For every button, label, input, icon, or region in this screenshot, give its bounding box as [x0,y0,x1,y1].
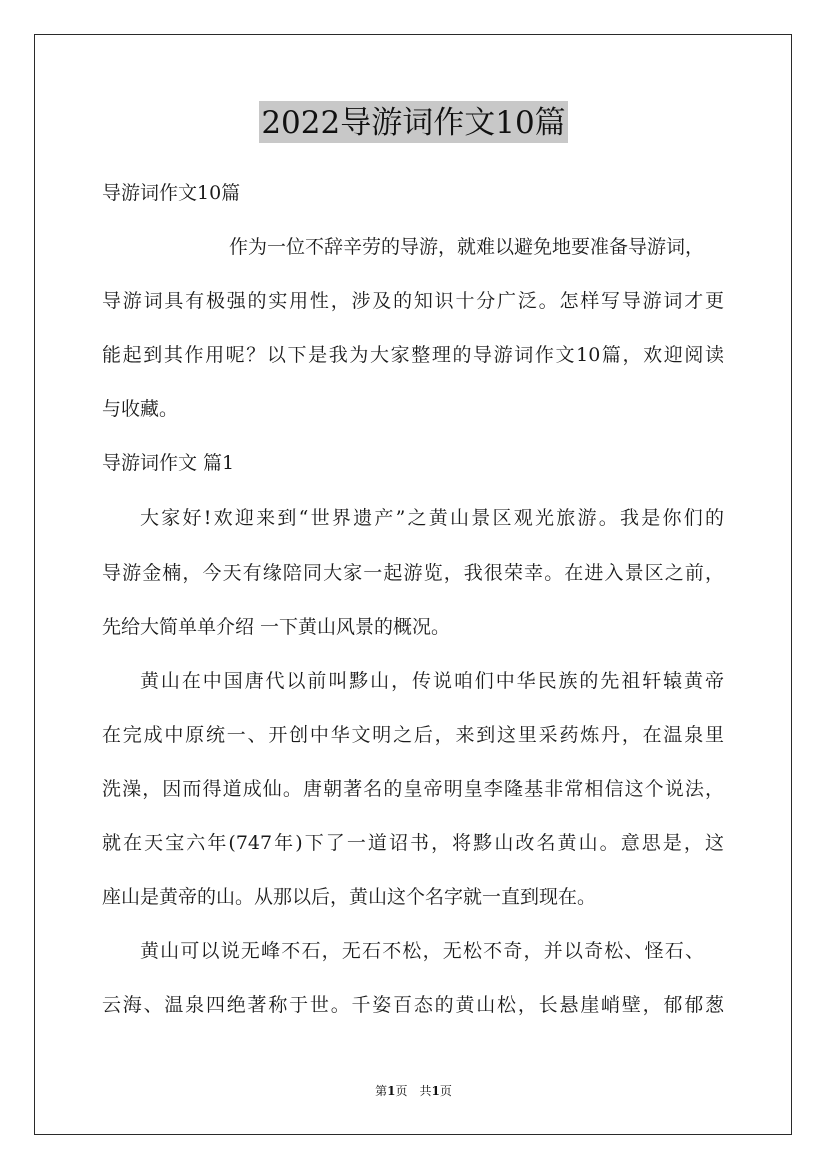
intro-line-1: 作为一位不辞辛劳的导游，就难以避免地要准备导游词， [229,236,705,258]
para2-line-2: 在完成中原统一、开创中华文明之后，来到这里采药炼丹，在温泉里 [102,724,724,746]
intro-line-2: 导游词具有极强的实用性，涉及的知识十分广泛。怎样写导游词才更 [102,290,724,312]
page-footer [0,1083,827,1099]
footer-page-total: 1 [431,1084,440,1098]
para1-line-2: 导游金楠，今天有缘陪同大家一起游览，我很荣幸。在进入景区之前， [102,562,724,584]
para2-line-5: 座山是黄帝的山。从那以后，黄山这个名字就一直到现在。 [102,886,597,908]
footer-page-current: 1 [387,1084,396,1098]
footer-prefix: 第 [375,1084,388,1098]
intro-line-4: 与收藏。 [102,398,179,420]
intro-line-3: 能起到其作用呢？以下是我为大家整理的导游词作文10篇，欢迎阅读 [102,344,724,366]
para1-line-3: 先给大简单单介绍 一下黄山风景的概况。 [102,616,451,638]
para1-line-1: 大家好!欢迎来到“世界遗产”之黄山景区观光旅游。我是你们的 [140,507,724,529]
para3-line-2: 云海、温泉四绝著称于世。千姿百态的黄山松，长悬崖峭壁，郁郁葱 [102,994,724,1016]
footer-suffix: 页 [439,1084,452,1098]
document-subtitle: 导游词作文10篇 [102,182,241,204]
title-container [0,101,827,143]
footer-mid: 页 共 [395,1084,432,1098]
section-heading: 导游词作文 篇1 [102,452,235,474]
para2-line-3: 洗澡，因而得道成仙。唐朝著名的皇帝明皇李隆基非常相信这个说法， [102,778,724,800]
para2-line-1: 黄山在中国唐代以前叫黟山，传说咱们中华民族的先祖轩辕黄帝 [140,670,724,692]
para2-line-4: 就在天宝六年(747年)下了一道诏书，将黟山改名黄山。意思是，这 [102,832,724,854]
para3-line-1: 黄山可以说无峰不石，无石不松，无松不奇，并以奇松、怪石、 [140,940,704,962]
document-title: 2022导游词作文10篇 [259,101,567,143]
